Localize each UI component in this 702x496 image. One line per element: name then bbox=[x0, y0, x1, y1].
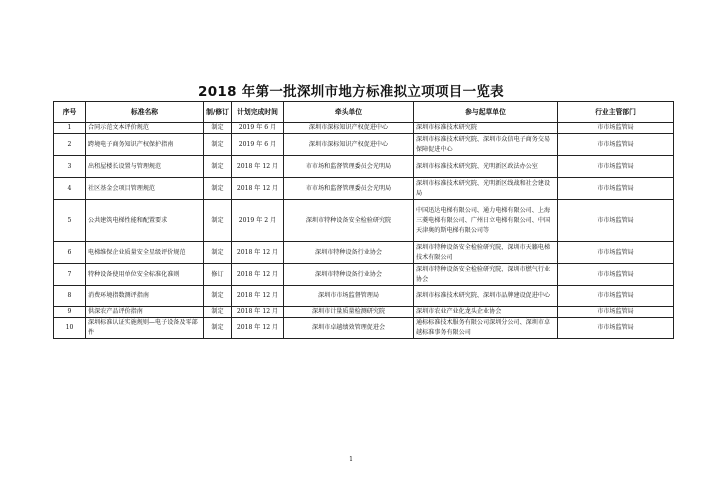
cell-lead: 深圳市特种设备行业协会 bbox=[284, 264, 414, 286]
cell-no: 4 bbox=[54, 178, 86, 200]
header-lead: 牵头单位 bbox=[284, 102, 414, 123]
cell-no: 6 bbox=[54, 242, 86, 264]
cell-no: 3 bbox=[54, 156, 86, 178]
cell-dept: 市市场监管局 bbox=[558, 264, 674, 286]
cell-name: 特种设备使用单位安全标准化准则 bbox=[86, 264, 204, 286]
cell-part: 深圳市标准技术研究院、光明新区线战和社会建设局 bbox=[414, 178, 558, 200]
header-part: 参与起草单位 bbox=[414, 102, 558, 123]
table-row bbox=[54, 156, 674, 178]
cell-part: 通标标准技术服务有限公司深圳分公司、深圳市卓越标准事务有限公司 bbox=[414, 318, 558, 339]
header-plan: 计划完成时间 bbox=[232, 102, 284, 123]
cell-dept: 市市场监管局 bbox=[558, 318, 674, 339]
cell-plan: 2018 年 12 月 bbox=[232, 156, 284, 178]
table-row bbox=[54, 307, 674, 318]
table-row bbox=[54, 242, 674, 264]
cell-lead: 深圳市市场监督管理局 bbox=[284, 286, 414, 307]
cell-no: 1 bbox=[54, 123, 86, 134]
cell-type: 制定 bbox=[204, 242, 232, 264]
cell-type: 制定 bbox=[204, 318, 232, 339]
cell-part: 深圳市标准技术研究院 bbox=[414, 123, 558, 134]
cell-type: 制定 bbox=[204, 307, 232, 318]
cell-name: 供深农产品评价指南 bbox=[86, 307, 204, 318]
cell-plan: 2018 年 12 月 bbox=[232, 318, 284, 339]
cell-type: 制定 bbox=[204, 286, 232, 307]
page-title: 2018 年第一批深圳市地方标准拟立项项目一览表 bbox=[198, 84, 504, 100]
table-row bbox=[54, 318, 674, 339]
cell-type: 制定 bbox=[204, 123, 232, 134]
cell-type: 制定 bbox=[204, 200, 232, 242]
cell-no: 10 bbox=[54, 318, 86, 339]
header-name: 标准名称 bbox=[86, 102, 204, 123]
cell-plan: 2018 年 12 月 bbox=[232, 286, 284, 307]
table-row bbox=[54, 134, 674, 156]
cell-plan: 2018 年 12 月 bbox=[232, 264, 284, 286]
cell-name: 合同示范文本评价规范 bbox=[86, 123, 204, 134]
cell-part: 深圳市农业产业化龙头企业协会 bbox=[414, 307, 558, 318]
cell-no: 9 bbox=[54, 307, 86, 318]
table-row bbox=[54, 200, 674, 242]
cell-part: 中国迅达电梯有限公司、通力电梯有限公司、上海三菱电梯有限公司、广州日立电梯有限公司、中国天津奥的斯电梯有限公司等 bbox=[414, 200, 558, 242]
cell-part: 深圳市标准技术研究院、深圳市众信电子商务交易保障促进中心 bbox=[414, 134, 558, 156]
table-body bbox=[54, 123, 674, 339]
cell-plan: 2019 年 6 月 bbox=[232, 134, 284, 156]
cell-dept: 市市场监管局 bbox=[558, 307, 674, 318]
cell-no: 8 bbox=[54, 286, 86, 307]
header-no: 序号 bbox=[54, 102, 86, 123]
cell-dept: 市市场监管局 bbox=[558, 178, 674, 200]
cell-name: 社区基金会项目管理规范 bbox=[86, 178, 204, 200]
cell-dept: 市市场监管局 bbox=[558, 134, 674, 156]
cell-lead: 市市场和监督管理委员会光明局 bbox=[284, 156, 414, 178]
cell-dept: 市市场监管局 bbox=[558, 286, 674, 307]
page-number: 1 bbox=[349, 456, 353, 463]
cell-lead: 深圳市特种设备安全检验研究院 bbox=[284, 200, 414, 242]
cell-name: 电梯维保企业质量安全星级评价规范 bbox=[86, 242, 204, 264]
cell-plan: 2019 年 2 月 bbox=[232, 200, 284, 242]
cell-type: 制定 bbox=[204, 178, 232, 200]
cell-dept: 市市场监管局 bbox=[558, 156, 674, 178]
cell-plan: 2019 年 6 月 bbox=[232, 123, 284, 134]
cell-type: 修订 bbox=[204, 264, 232, 286]
table-row bbox=[54, 264, 674, 286]
cell-dept: 市市场监管局 bbox=[558, 123, 674, 134]
cell-lead: 深圳市深标知识产权促进中心 bbox=[284, 134, 414, 156]
table-row bbox=[54, 286, 674, 307]
cell-part: 深圳市标准技术研究院、深圳市品牌建设促进中心 bbox=[414, 286, 558, 307]
table-row bbox=[54, 123, 674, 134]
cell-no: 7 bbox=[54, 264, 86, 286]
cell-lead: 深圳市深标知识产权促进中心 bbox=[284, 123, 414, 134]
cell-name: 深圳标准认证实施规则—电子设备及零部件 bbox=[86, 318, 204, 339]
table-header-row bbox=[54, 102, 674, 123]
cell-dept: 市市场监管局 bbox=[558, 200, 674, 242]
cell-no: 2 bbox=[54, 134, 86, 156]
cell-part: 深圳市标准技术研究院、光明新区政法办公室 bbox=[414, 156, 558, 178]
cell-lead: 深圳市卓越绩效管理促进会 bbox=[284, 318, 414, 339]
cell-plan: 2018 年 12 月 bbox=[232, 178, 284, 200]
cell-dept: 市市场监管局 bbox=[558, 242, 674, 264]
cell-plan: 2018 年 12 月 bbox=[232, 242, 284, 264]
cell-part: 深圳市特种设备安全检验研究院、深圳市天籁电梯技术有限公司 bbox=[414, 242, 558, 264]
cell-lead: 市市场和监督管理委员会光明局 bbox=[284, 178, 414, 200]
cell-type: 制定 bbox=[204, 156, 232, 178]
cell-lead: 深圳市计量质量检测研究院 bbox=[284, 307, 414, 318]
header-type: 制/修订 bbox=[204, 102, 232, 123]
cell-name: 公共建筑电梯性能和配置要求 bbox=[86, 200, 204, 242]
cell-type: 制定 bbox=[204, 134, 232, 156]
cell-no: 5 bbox=[54, 200, 86, 242]
cell-name: 跨境电子商务知识产权保护指南 bbox=[86, 134, 204, 156]
standards-table bbox=[53, 101, 674, 339]
table-row bbox=[54, 178, 674, 200]
cell-name: 出租屋楼长设置与管理规范 bbox=[86, 156, 204, 178]
header-dept: 行业主管部门 bbox=[558, 102, 674, 123]
cell-plan: 2018 年 12 月 bbox=[232, 307, 284, 318]
cell-name: 消费环境指数测评指南 bbox=[86, 286, 204, 307]
cell-lead: 深圳市特种设备行业协会 bbox=[284, 242, 414, 264]
cell-part: 深圳市特种设备安全检验研究院、深圳市燃气行业协会 bbox=[414, 264, 558, 286]
